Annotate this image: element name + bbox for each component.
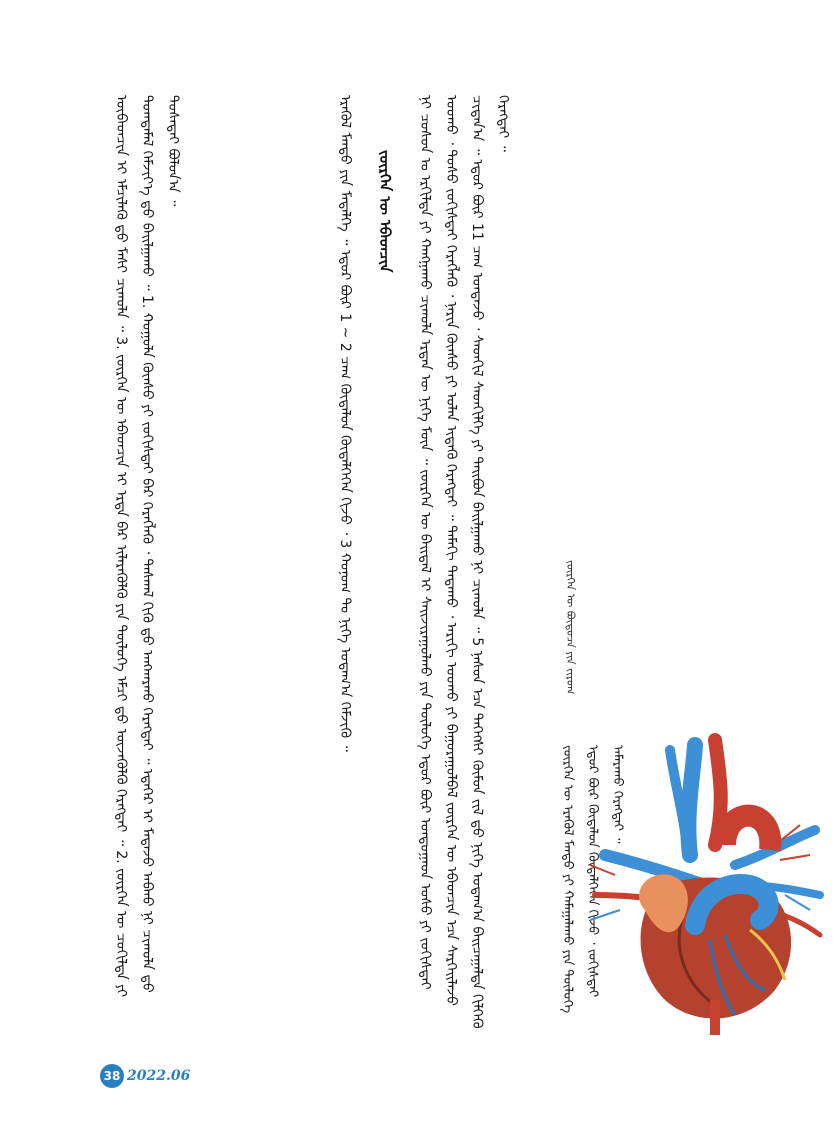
heart-illustration bbox=[575, 735, 825, 1035]
article-column-3: ᠨᠢ ᠴᠤᠰᠤᠨ ᠤ ᠡᠷᠭᠢᠯᠲᠡ ᠶᠢ ᠬᠠᠩᠭᠠᠬᠤ ᠴᠢᠬᠤᠯᠠ ᠡᠷᠲᠡᠨ ᠦ ᠨᠢᠭᠡ ᠮᠥᠨ ᠃ ᠵᠦᠷᠬᠡᠨ ᠦ ᠪᠠᠢᠳᠠᠯ ᠢ ᠰᠠᠢᠵᠢᠷᠠᠭᠤᠯᠬᠤ ᠶᠢᠨ ᠲᠥᠯᠥᠭᠡ ᠡᠳᠦᠷ ᠪᠦᠷ ᠤᠨᠳᠤᠭᠠᠳ ᠤᠰᠤ ᠶᠢ ᠵᠣᠬᠢᠰᠲᠠᠢ ᠤᠤᠬᠤ ᠂ ᠲᠣᠰᠣ ᠵᠣᠬᠢᠰᠲᠠᠢ ᠬᠡᠷᠡᠭᠯᠡᠬᠦ ᠂ ᠨᠠᠷᠢᠨ ᠬᠦᠨᠰᠦ ᠶᠢ ᠣᠯᠠᠨ ᠢᠳᠡᠬᠦ ᠬᠡᠷᠡᠭᠲᠡᠢ ᠃ ᠲᠠᠮᠠᠬᠢ ᠲᠠᠲᠠᠬᠤ ᠂ ᠠᠷᠢᠬᠢ ᠤᠤᠬᠤ ᠶᠢ ᠪᠠᠭᠤᠷᠠᠭᠤᠯᠪᠠᠯ ᠵᠦᠷᠬᠡᠨ ᠦ ᠡᠪᠡᠳᠴᠢᠨ ᠡᠴᠡ ᠰᠡᠷᠭᠡᠢᠯᠡᠵᠦ ᠴᠢᠳᠠᠨ᠎ᠠ ᠃ ᠡᠳᠦᠷ ᠪᠦᠷ 11 ᠴᠠᠭ ᠤᠨᠲᠠᠵᠤ ᠂ ᠰᠡᠳᠬᠢᠯ ᠰᠡᠳᠬᠢᠯᠭᠡ ᠶᠢ ᠲᠠᠢᠪᠤᠨ ᠪᠠᠢᠯᠭᠠᠬᠤ ᠨᠢ ᠴᠢᠬᠤᠯᠠ ᠃ 5 ᠨᠠᠰᠤᠨ ᠡᠴᠡ ᠳᠡᠭᠡᠭᠰᠢ ᠬᠦᠮᠦᠨ ᠵᠢᠯ ᠳ᠋ᠤ ᠨᠢᠭᠡ ᠤᠳᠠᠭ᠎ᠠ ᠪᠠᠢᠴᠠᠭᠠᠯᠲᠠ ᠬᠢᠯᠭᠡᠬᠦ ᠬᠡᠷᠡᠭᠲᠡᠢ ᠃ bbox=[417, 95, 511, 1033]
article-column-1: ᠦᠪᠡᠳᠴᠢᠨ ᠢ ᠡᠮᠴᠢᠯᠡᠬᠦ ᠳ᠋ᠤ ᠮᠠᠰᠢ ᠴᠢᠬᠤᠯᠠ ᠃ 3. ᠵᠦᠷᠬᠡᠨ ᠦ ᠡᠪᠡᠳᠴᠢᠨ ᠢ ᠡᠷᠲᠡ ᠪᠠᠷ ᠢᠯᠡᠷᠡᠬᠦᠯᠬᠦ ᠶᠢᠨ ᠲᠥᠯᠥᠭᠡ ᠡᠮᠴᠢ ᠳ᠋ᠤ ᠦᠵᠡᠭᠦᠯᠬᠦ ᠬᠡᠷᠡᠭᠲᠡᠢ ᠃ 2. ᠵᠦᠷᠬᠡᠨ ᠦ ᠴᠤᠬᠢᠯᠲᠠ ᠶᠢ ᠲᠣᠭᠲᠠᠮᠠᠯ ᠬᠡᠮᠵᠢᠶ᠎ᠡ ᠳ᠋ᠤ ᠪᠠᠢᠯᠭᠠᠬᠤ ᠃ 1. ᠬᠣᠭᠣᠯᠠ ᠬᠦᠨᠰᠦ ᠶᠢ ᠵᠣᠬᠢᠰᠲᠠᠢ ᠪᠠᠷ ᠬᠡᠷᠡᠭᠯᠡᠬᠦ ᠂ ᠳᠠᠰᠬᠠᠯ ᠬᠢᠬᠦ ᠳ᠋ᠤ ᠠᠩᠬᠠᠷᠬᠤ ᠬᠡᠷᠡᠭᠲᠡᠢ ᠃ ᠡᠳᠡᠭᠡᠷ ᠢ ᠮᠡᠳᠡᠵᠦ ᠠᠪᠬᠤ ᠨᠢ ᠴᠢᠬᠤᠯᠠ ᠳ᠋ᠤ ᠲᠤᠰᠠᠲᠠᠢ ᠪᠣᠯᠤᠨ᠎ᠠ ᠃ bbox=[113, 95, 181, 1002]
page-number: 38 bbox=[100, 1064, 124, 1088]
article-heading: ᠵᠦᠷᠬᠡᠨ ᠦ ᠡᠪᠡᠳᠴᠢᠨ bbox=[376, 150, 394, 273]
heart-icon bbox=[575, 735, 825, 1035]
image-caption: ᠵᠦᠷᠬᠡᠨ ᠦ ᠪᠦᠲᠦᠴᠡ ᠶᠢᠨ ᠵᠢᠷᠤᠭ bbox=[564, 560, 577, 695]
issue-date: 2022.06 bbox=[127, 1068, 191, 1084]
article-column-2: ᠡᠷᠡᠭᠦᠯ ᠮᠡᠨᠳᠦ ᠶᠢᠨ ᠮᠡᠳᠡᠯᠭᠡ ᠃ ᠡᠳᠦᠷ ᠪᠦᠷ 1 ~ 2 ᠴᠠᠭ ᠬᠥᠳᠡᠯᠦᠨ ᠬᠥᠳᠡᠯᠭᠡᠭᠡᠨ ᠬᠢᠵᠦ ᠂ 3 ᠬᠣᠨᠣᠭ ᠲᠤ ᠨᠢᠭᠡ ᠤᠳᠠᠭ᠎ᠠ ᠬᠡᠮᠵᠢᠬᠦ ᠃ bbox=[337, 95, 353, 752]
article-column-4: ᠵᠦᠷᠬᠡᠨ ᠦ ᠡᠷᠡᠭᠦᠯ ᠮᠡᠨᠳᠦ ᠶᠢ ᠬᠠᠮᠠᠭᠠᠯᠠᠬᠤ ᠶᠢᠨ ᠲᠥᠯᠥᠭᠡ ᠡᠳᠦᠷ ᠪᠦᠷ ᠬᠥᠳᠡᠯᠦᠨ ᠬᠥᠳᠡᠯᠭᠡᠭᠡᠨ ᠬᠢᠵᠦ ᠂ ᠵᠣᠬᠢᠰᠲᠠᠢ ᠠᠮᠠᠷᠠᠬᠤ ᠬᠡᠷᠡᠭᠲᠡᠢ ᠃ bbox=[560, 745, 625, 1018]
page-footer bbox=[100, 1063, 190, 1089]
